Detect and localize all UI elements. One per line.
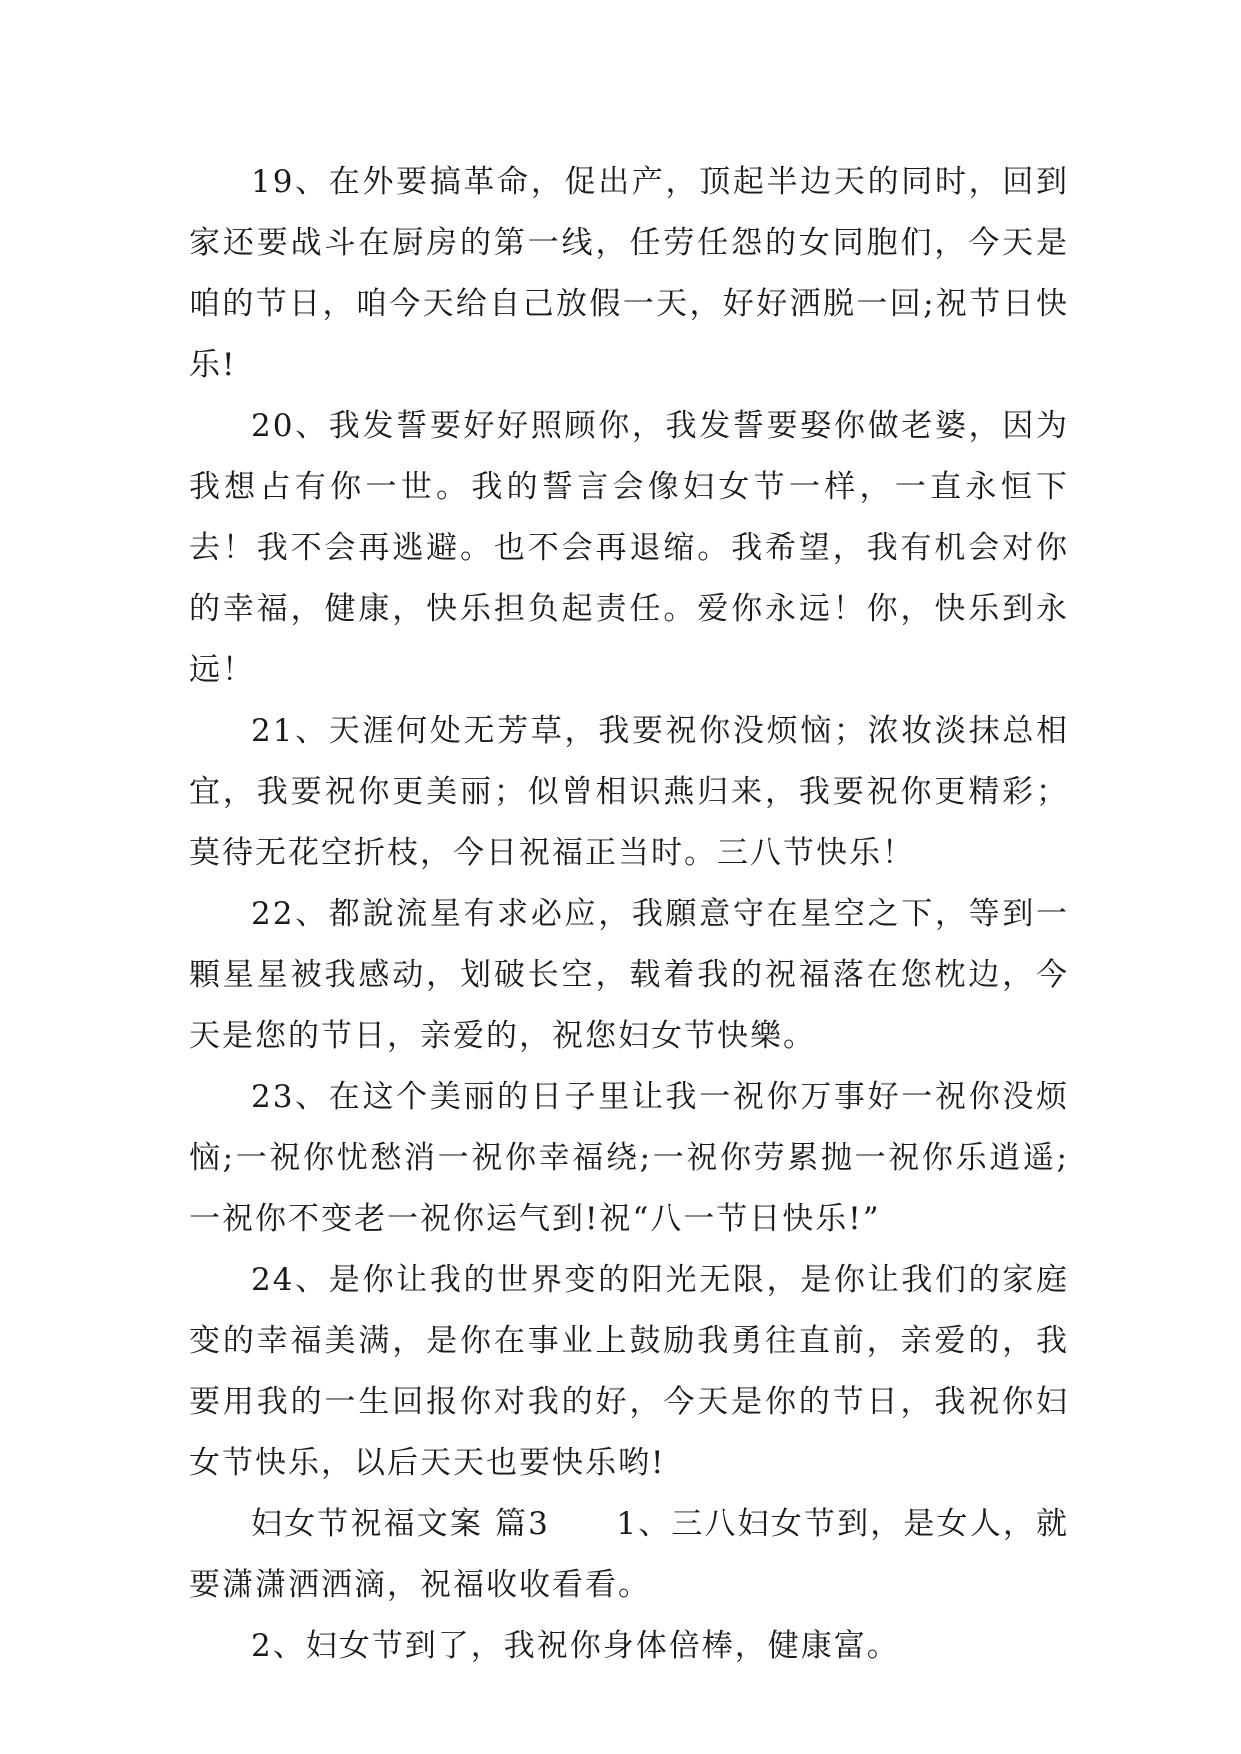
section-3-heading-paragraph: 妇女节祝福文案 篇3 1、三八妇女节到，是女人，就要潇潇洒洒滴，祝福收收看看。	[189, 1506, 1069, 1603]
paragraph-24: 24、是你让我的世界变的阳光无限，是你让我们的家庭变的幸福美满，是你在事业上鼓励我勇往直前，亲爱的，我要用我的一生回报你对我的好，今天是你的节日，我祝你妇女节快乐，以后天天也要快乐哟!	[189, 1262, 1069, 1481]
paragraph-21: 21、天涯何处无芳草，我要祝你没烦恼；浓妆淡抹总相宜，我要祝你更美丽；似曾相识燕归来，我要祝你更精彩；莫待无花空折枝，今日祝福正当时。三八节快乐！	[189, 713, 1069, 871]
paragraph-19: 19、在外要搞革命，促出产，顶起半边天的同时，回到家还要战斗在厨房的第一线，任劳任怨的女同胞们，今天是咱的节日，咱今天给自己放假一天，好好洒脱一回;祝节日快乐!	[189, 164, 1069, 383]
paragraph-23: 23、在这个美丽的日子里让我一祝你万事好一祝你没烦恼;一祝你忧愁消一祝你幸福绕;一祝你劳累抛一祝你乐逍遥;一祝你不变老一祝你运气到!祝“八一节日快乐!”	[189, 1079, 1069, 1237]
document-body	[189, 152, 1069, 1677]
paragraph-22: 22、都說流星有求必应，我願意守在星空之下，等到一顆星星被我感动，划破长空，载着我的祝福落在您枕边，今天是您的节日，亲爱的，祝您妇女节快樂。	[189, 896, 1069, 1054]
paragraph-20: 20、我发誓要好好照顾你，我发誓要娶你做老婆，因为我想占有你一世。我的誓言会像妇女节一样，一直永恒下去！我不会再逃避。也不会再退缩。我希望，我有机会对你的幸福，健康，快乐担负起责任。爱你永远！你，快乐到永远！	[189, 408, 1069, 688]
paragraph-2: 2、妇女节到了，我祝你身体倍棒，健康富。	[251, 1628, 900, 1664]
